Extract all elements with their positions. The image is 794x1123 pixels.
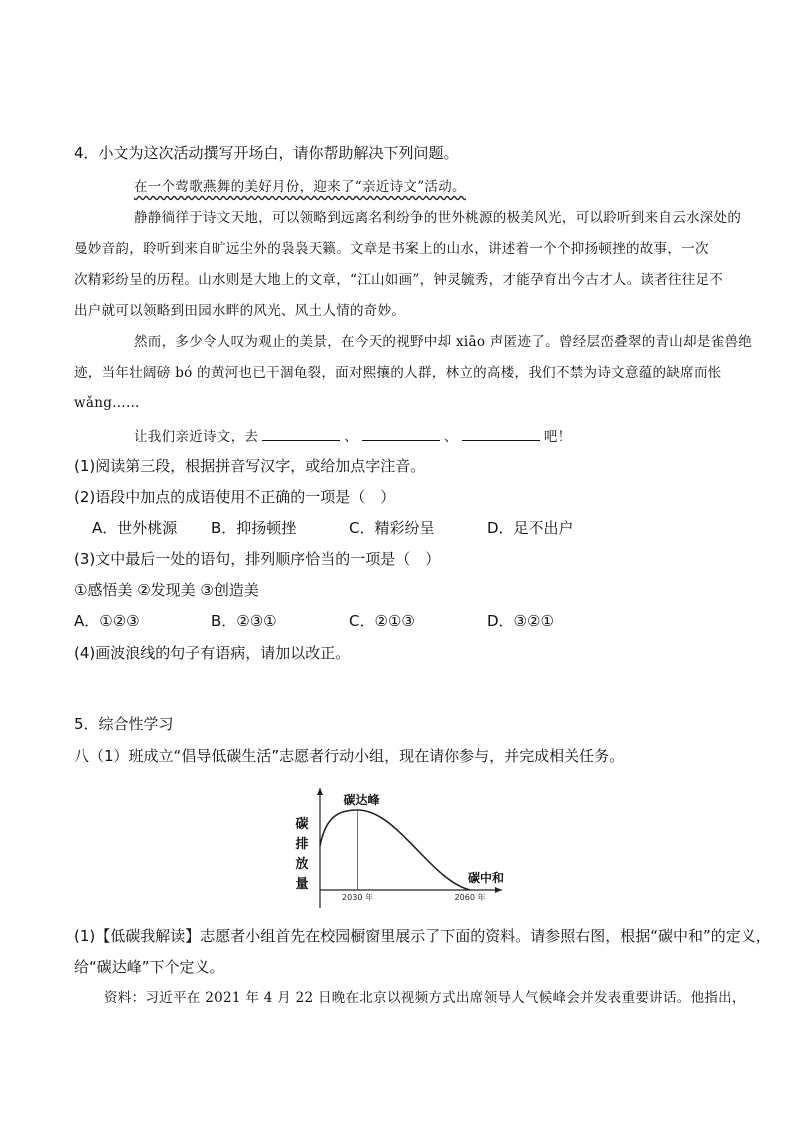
q5-sub1-line1: (1)【低碳我解读】志愿者小组首先在校园橱窗里展示了下面的资料。请参照右图，根据“碳中和”的定义， bbox=[74, 927, 771, 945]
q5-heading: 5．综合性学习 bbox=[74, 715, 174, 733]
q4-closing-line bbox=[134, 426, 571, 447]
annotation-peak: 碳达峰 bbox=[343, 793, 380, 807]
q4-sub3-option-a[interactable]: A．①②③ bbox=[74, 612, 140, 630]
q4-passage-p1-line3: 次精彩纷呈的历程。山水则是大地上的文章，“江山如画”，钟灵毓秀，才能孕育出今古才人。读者往往足不 bbox=[74, 272, 724, 288]
emission-curve bbox=[320, 810, 470, 890]
q4-sub2-option-c[interactable]: C．精彩纷呈 bbox=[349, 519, 435, 537]
q4-wavy-sentence: 在一个莺歌燕舞的美好月份，迎来了“亲近诗文”活动。 bbox=[134, 179, 466, 195]
q4-sub3-items: ①感悟美 ②发现美 ③创造美 bbox=[74, 581, 259, 599]
q5-intro: 八（1）班成立“倡导低碳生活”志愿者行动小组，现在请你参与，并完成相关任务。 bbox=[74, 747, 625, 765]
q4-sub2-option-a[interactable]: A．世外桃源 bbox=[92, 519, 178, 537]
q4-passage-p1-line1: 静静徜徉于诗文天地，可以领略到远离名利纷争的世外桃源的极美风光，可以聆听到来自云水深处的 bbox=[134, 210, 742, 226]
q4-sub3-option-d[interactable]: D．③②① bbox=[487, 612, 554, 630]
q4-passage-p2-line1: 然而，多少令人叹为观止的美景，在今天的视野中却 xiāo 声匿迹了。曾经层峦叠翠的青山却是雀兽绝 bbox=[134, 334, 753, 350]
y-axis-label-char: 放 bbox=[295, 857, 309, 872]
q5-sub1-line2: 给“碳达峰”下个定义。 bbox=[74, 958, 225, 976]
q4-sub4: (4)画波浪线的句子有语病，请加以改正。 bbox=[74, 644, 351, 662]
x-axis-arrow bbox=[495, 887, 502, 893]
x-tick-label-2060: 2060 年 bbox=[454, 893, 486, 902]
answer-blank-1[interactable] bbox=[262, 426, 340, 441]
answer-blank-3[interactable] bbox=[462, 426, 540, 441]
q4-sub3: (3)文中最后一处的语句，排列顺序恰当的一项是（ ） bbox=[74, 550, 441, 568]
annotation-neutral: 碳中和 bbox=[468, 871, 505, 885]
q4-sub1: (1)阅读第三段，根据拼音写汉字，或给加点字注音。 bbox=[74, 457, 426, 475]
q5-material: 资料：习近平在 2021 年 4 月 22 日晚在北京以视频方式出席领导人气候峰会并发表重要讲话。他指出， bbox=[104, 990, 746, 1006]
y-axis-label-char: 碳 bbox=[295, 817, 309, 832]
x-tick-label-2030: 2030 年 bbox=[342, 893, 373, 902]
q4-sub2: (2)语段中加点的成语使用不正确的一项是（ ） bbox=[74, 488, 396, 506]
answer-blank-2[interactable] bbox=[362, 426, 440, 441]
q4-passage-p2-line2: 迹，当年壮阔磅 bó 的黄河也已干涸龟裂，面对熙攘的人群，林立的高楼，我们不禁为诗文意蕴的缺席而怅 bbox=[74, 365, 722, 381]
q4-heading: 4．小文为这次活动撰写开场白，请你帮助解决下列问题。 bbox=[74, 144, 459, 162]
q4-sub2-option-b[interactable]: B．抑扬顿挫 bbox=[211, 519, 297, 537]
carbon-emission-chart bbox=[290, 780, 512, 910]
q4-passage-p2-line3: wǎng…… bbox=[74, 395, 140, 411]
q4-sub2-option-d[interactable]: D．足不出户 bbox=[487, 519, 574, 537]
q4-closing-sep-1: 、 bbox=[344, 429, 359, 445]
y-axis-arrow bbox=[317, 788, 323, 795]
q4-passage-p1-line2: 曼妙音韵，聆听到来自旷远尘外的袅袅天籁。文章是书案上的山水，讲述着一个个抑扬顿挫的故事，一次 bbox=[74, 241, 709, 257]
y-axis-label-char: 量 bbox=[295, 877, 309, 892]
q4-closing-prefix: 让我们亲近诗文，去 bbox=[134, 429, 259, 445]
q4-sub3-option-b[interactable]: B．②③① bbox=[211, 612, 277, 630]
q4-passage-p1-line4: 出户就可以领略到田园水畔的风光、风土人情的奇妙。 bbox=[74, 303, 406, 319]
q4-sub3-option-c[interactable]: C．②①③ bbox=[349, 612, 415, 630]
y-axis-label-char: 排 bbox=[295, 837, 309, 852]
q4-closing-suffix: 吧！ bbox=[543, 429, 572, 445]
q4-closing-sep-2: 、 bbox=[444, 429, 458, 445]
